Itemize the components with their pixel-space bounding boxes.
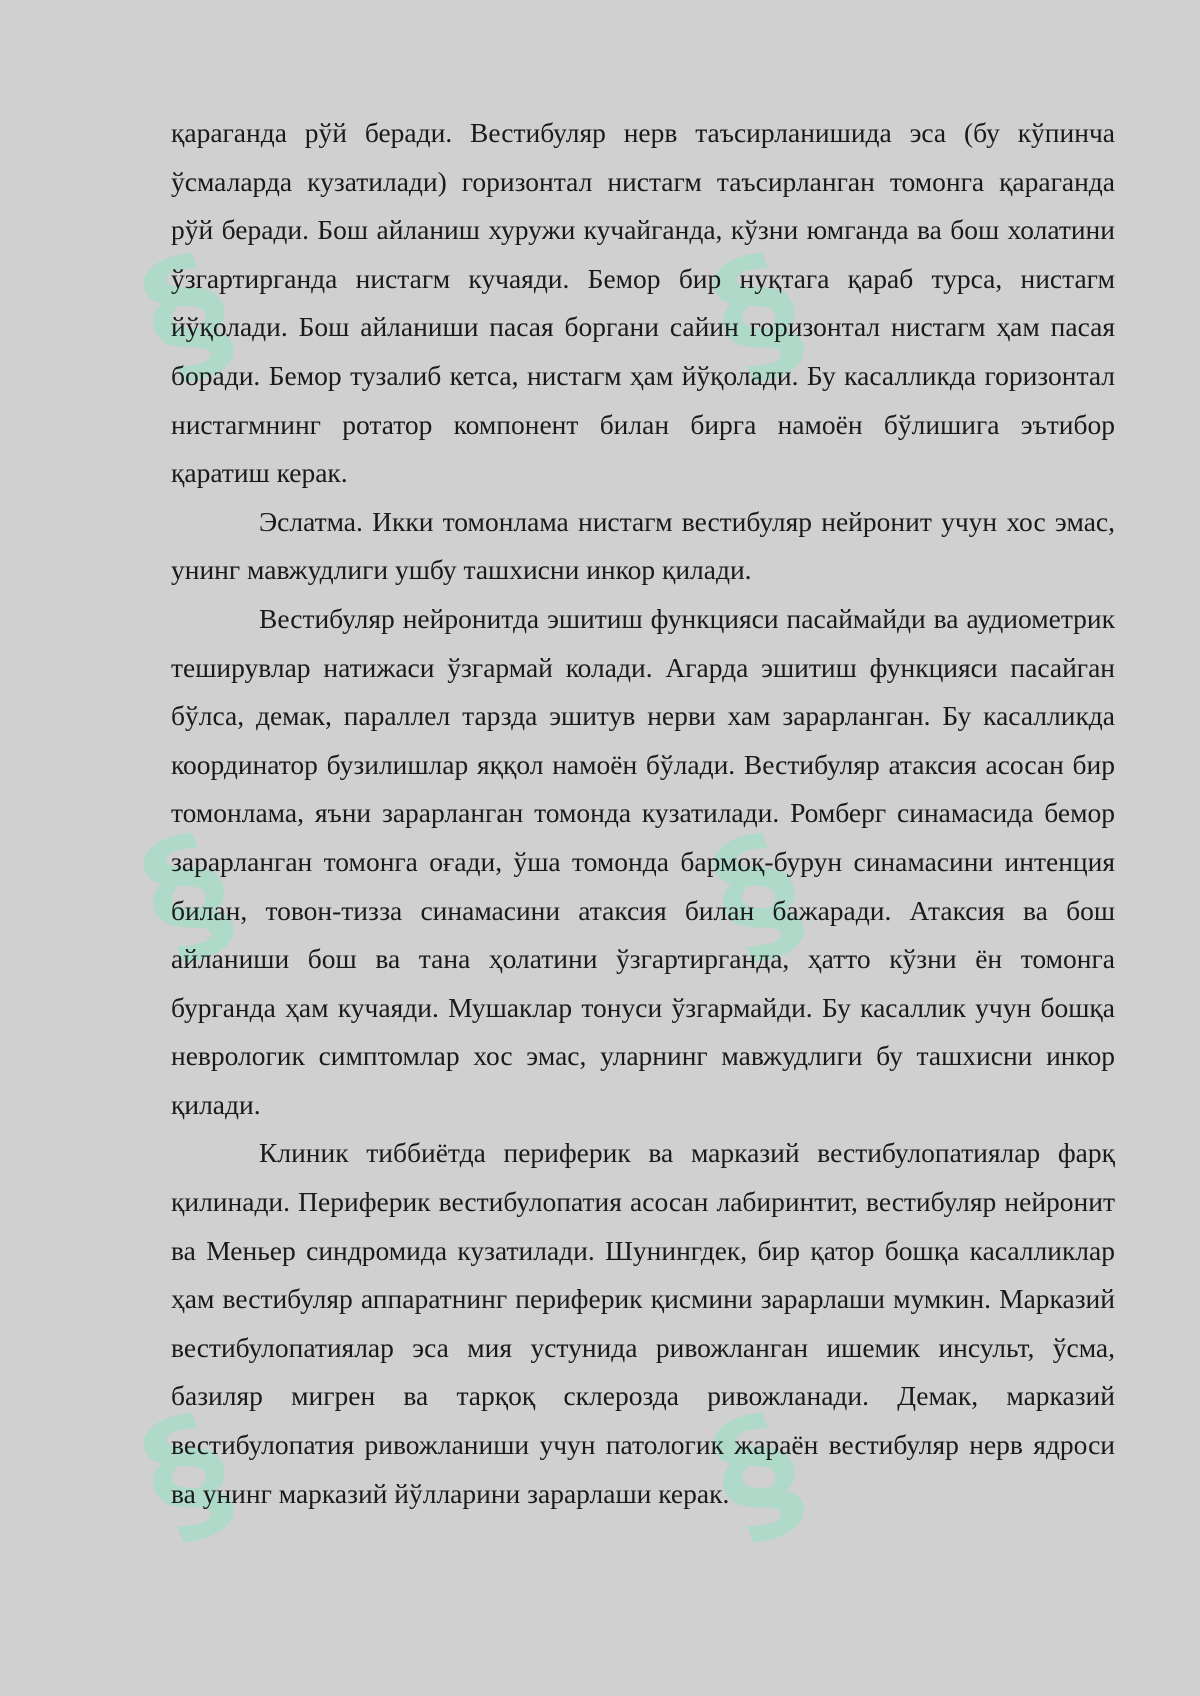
paragraph-note: Эслатма. Икки томонлама нистагм вестибуляр нейронит учун хос эмас, унинг мавжудлиги ушбу ташхисни инкор қилади. bbox=[171, 505, 1115, 586]
page-body bbox=[171, 109, 1115, 1518]
paragraph-continuation: қараганда рўй беради. Вестибуляр нерв таъсирланишида эса (бу кўпинча ўсмаларда кузатилади) горизонтал нистагм таъсирланган томонга қараганда рўй беради. Бош айланиш хуружи кучайганда, кўзни юмганда ва бош холатини ўзгартирганда нистагм кучаяди. Бемор бир нуқтага қараб турса, нистагм йўқолади. Бош айланиши пасая боргани сайин горизонтал нистагм ҳам пасая боради. Бемор тузалиб кетса, нистагм ҳам йўқолади. Бу касалликда горизонтал нистагмнинг ротатор компонент билан бирга намоён бўлишига эътибор қаратиш керак. bbox=[171, 117, 1115, 489]
paragraph-vestibular-neuronitis: Вестибуляр нейронитда эшитиш функцияси пасаймайди ва аудиометрик теширувлар натижаси ўзгармай колади. Агарда эшитиш функцияси пасайган бўлса, демак, параллел тарзда эшитув нерви хам зарарланган. Бу касалликда координатор бузилишлар яққол намоён бўлади. Вестибуляр атаксия асосан бир томонлама, яъни зарарланган томонда кузатилади. Ромберг синамасида бемор зарарланган томонга оғади, ўша томонда бармоқ-бурун синамасини интенция билан, товон-тизза синамасини атаксия билан бажаради. Атаксия ва бош айланиши бош ва тана ҳолатини ўзгартирганда, ҳатто кўзни ён томонга бурганда ҳам кучаяди. Мушаклар тонуси ўзгармайди. Бу касаллик учун бошқа неврологик симптомлар хос эмас, уларнинг мавжудлиги бу ташхисни инкор қилади. bbox=[171, 602, 1115, 1120]
watermark-logo: § bbox=[120, 1380, 255, 1570]
watermark-logo: § bbox=[120, 220, 255, 410]
watermark-logo: § bbox=[690, 800, 825, 990]
watermark-logo: § bbox=[690, 220, 825, 410]
watermark-logo: § bbox=[690, 1380, 825, 1570]
paragraph-vestibulopathies: Клиник тиббиётда периферик ва марказий вестибулопатиялар фарқ қилинади. Периферик вестибулопатия асосан лабиринтит, вестибуляр нейронит ва Меньер синдромида кузатилади. Шунингдек, бир қатор бошқа касалликлар ҳам вестибуляр аппаратнинг периферик қисмини зарарлаши мумкин. Марказий вестибулопатиялар эса мия устунида ривожланган ишемик инсульт, ўсма, базиляр мигрен ва тарқоқ склерозда ривожланади. Демак, марказий вестибулопатия ривожланиши учун патологик жараён вестибуляр нерв ядроси ва унинг марказий йўлларини зарарлаши керак. bbox=[171, 1137, 1115, 1509]
watermark-logo: § bbox=[120, 800, 255, 990]
